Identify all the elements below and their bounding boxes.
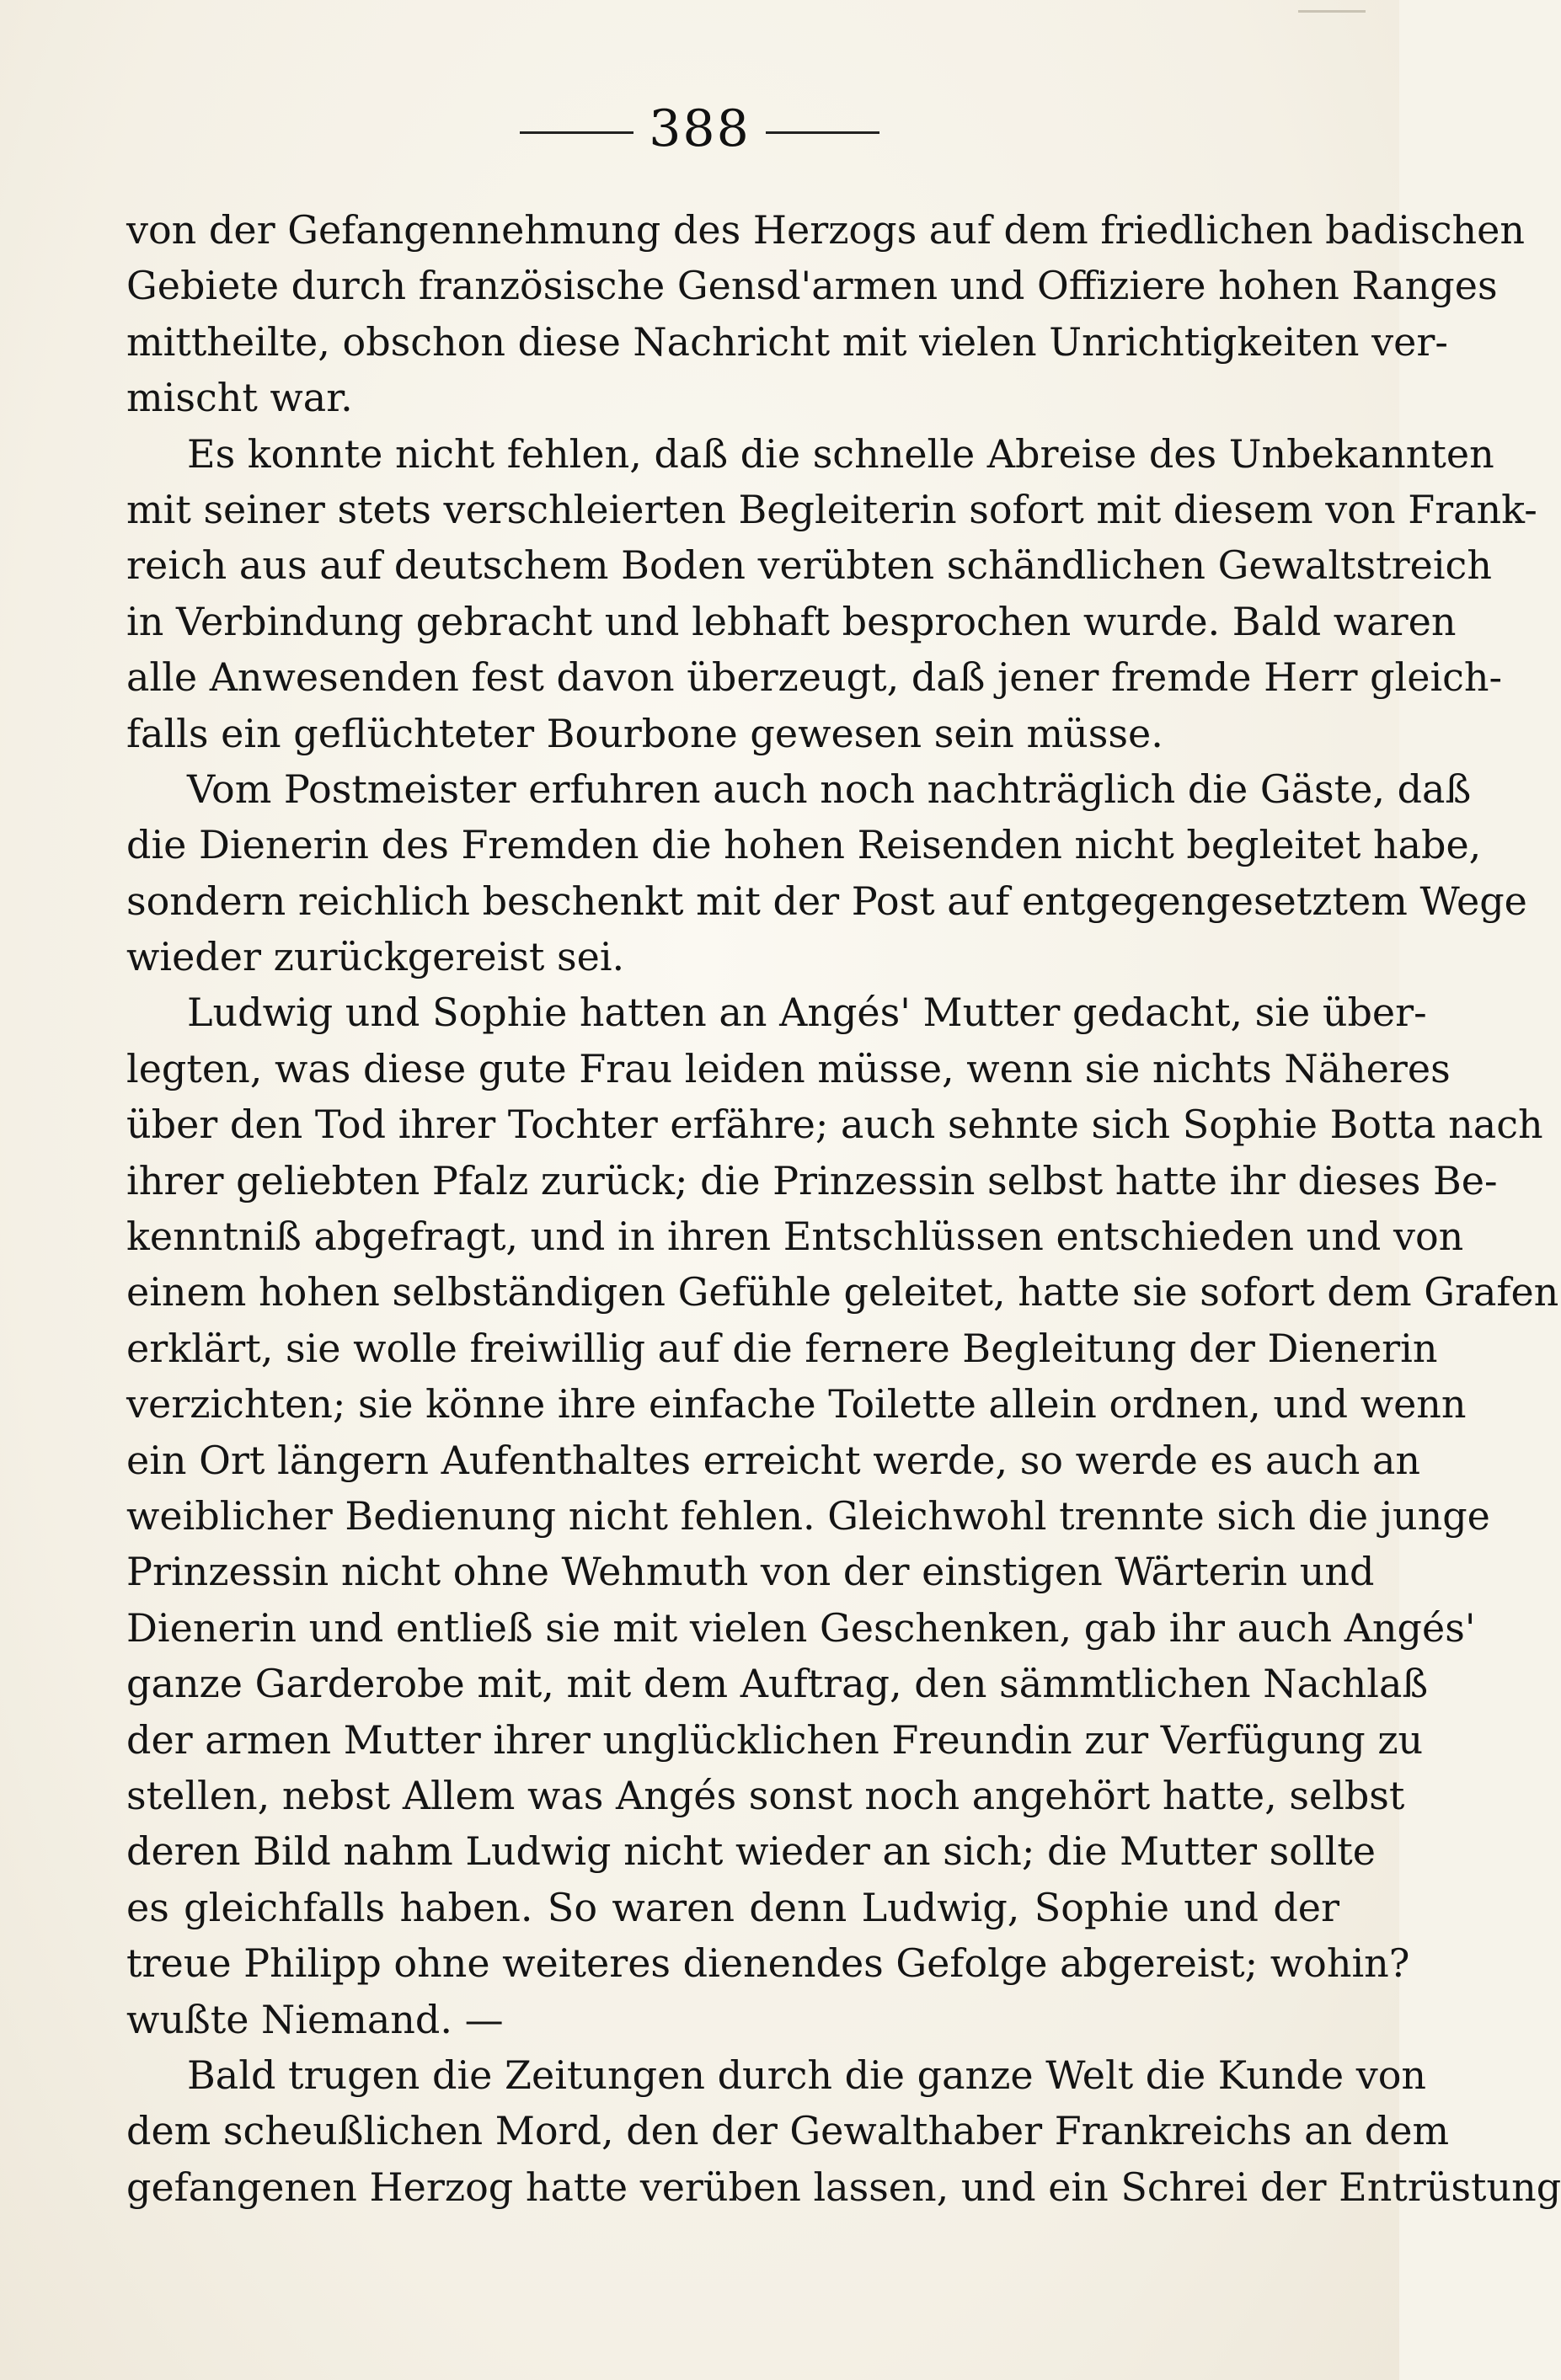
text-line: einem hohen selbständigen Gefühle geleitet, hatte sie sofort dem Grafen [126,1269,1559,1315]
text-line: dem scheußlichen Mord, den der Gewalthaber Frankreichs an dem [126,2108,1450,2154]
text-line: Es konnte nicht fehlen, daß die schnelle Abreise des Unbekannten [187,430,1494,477]
text-line: die Dienerin des Fremden die hohen Reisenden nicht begleitet habe, [126,822,1482,868]
text-line: gefangenen Herzog hatte verüben lassen, und ein Schrei der Entrüstung [126,2164,1561,2210]
scan-mark [1298,10,1366,13]
text-line: Dienerin und entließ sie mit vielen Geschenken, gab ihr auch Angés' [126,1604,1476,1651]
page-number-dash-right [766,131,879,134]
text-line: treue Philipp ohne weiteres dienendes Gefolge abgereist; wohin? [126,1940,1410,1987]
text-line: legten, was diese gute Frau leiden müsse, wenn sie nichts Näheres [126,1045,1451,1091]
text-line: weiblicher Bedienung nicht fehlen. Gleichwohl trennte sich die junge [126,1492,1490,1539]
text-line: in Verbindung gebracht und lebhaft besprochen wurde. Bald waren [126,598,1457,644]
text-line: ein Ort längern Aufenthaltes erreicht werde, so werde es auch an [126,1437,1421,1483]
text-line: wieder zurückgereist sei. [126,934,625,980]
text-line: Ludwig und Sophie hatten an Angés' Mutter gedacht, sie über- [187,990,1427,1036]
text-line: Gebiete durch französische Gensd'armen und Offiziere hohen Ranges [126,263,1498,309]
text-line: erklärt, sie wolle freiwillig auf die fernere Begleitung der Dienerin [126,1325,1438,1371]
text-line: von der Gefangennehmung des Herzogs auf dem friedlichen badischen [126,207,1525,253]
page-number-header [0,99,1399,158]
text-line: Vom Postmeister erfuhren auch noch nachträglich die Gäste, daß [187,766,1472,812]
text-line: falls ein geflüchteter Bourbone gewesen sein müsse. [126,710,1163,756]
text-line: es gleichfalls haben. So waren denn Ludwig, Sophie und der [126,1884,1339,1930]
text-line: ihrer geliebten Pfalz zurück; die Prinzessin selbst hatte ihr dieses Be- [126,1157,1498,1203]
text-line: über den Tod ihrer Tochter erfähre; auch sehnte sich Sophie Botta nach [126,1102,1543,1148]
page-number: 388 [649,99,751,158]
text-line: kenntniß abgefragt, und in ihren Entschlüssen entschieden und von [126,1214,1464,1260]
text-line: alle Anwesenden fest davon überzeugt, daß jener fremde Herr gleich- [126,654,1503,701]
text-line: der armen Mutter ihrer unglücklichen Freundin zur Verfügung zu [126,1716,1424,1763]
text-line: wußte Niemand. — [126,1996,504,2042]
text-line: sondern reichlich beschenkt mit der Post auf entgegengesetztem Wege [126,878,1527,924]
text-line: verzichten; sie könne ihre einfache Toilette allein ordnen, und wenn [126,1381,1467,1427]
text-line: stellen, nebst Allem was Angés sonst noch angehört hatte, selbst [126,1772,1405,1818]
text-line: mit seiner stets verschleierten Begleiterin sofort mit diesem von Frank- [126,486,1537,532]
body-text [126,202,1561,2215]
text-line: mischt war. [126,375,353,421]
text-line: Prinzessin nicht ohne Wehmuth von der einstigen Wärterin und [126,1549,1375,1595]
page-number-dash-left [520,131,633,134]
text-line: ganze Garderobe mit, mit dem Auftrag, den sämmtlichen Nachlaß [126,1661,1429,1707]
text-line: deren Bild nahm Ludwig nicht wieder an sich; die Mutter sollte [126,1828,1377,1875]
text-line: Bald trugen die Zeitungen durch die ganze Welt die Kunde von [187,2052,1427,2098]
text-line: reich aus auf deutschem Boden verübten schändlichen Gewaltstreich [126,542,1492,589]
text-line: mittheilte, obschon diese Nachricht mit vielen Unrichtigkeiten ver- [126,318,1448,365]
